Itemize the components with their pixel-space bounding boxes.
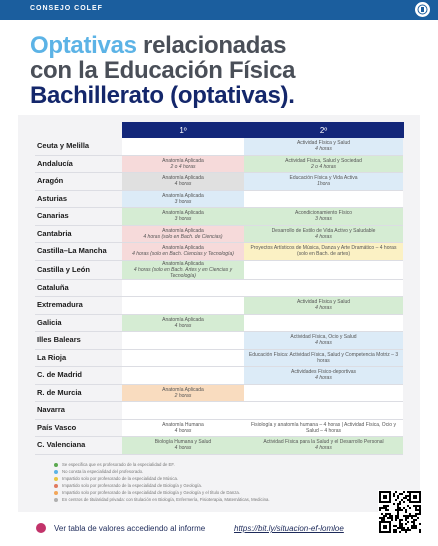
region-cell: Asturias	[35, 190, 122, 208]
region-cell: C. de Madrid	[35, 367, 122, 385]
top-bar	[0, 0, 438, 20]
table-row	[35, 138, 403, 156]
subject-name: Fisiología y anatomía humana – 4 horas | Actividad Física, Ocio y Salud – 4 horas	[251, 421, 396, 434]
legend-text: En centros de titularidad privada: con titulación en Biología, Enfermería, Fisioterapia, Matemáticas, Medicina.	[62, 497, 270, 502]
table-row	[35, 155, 403, 173]
course-1-cell	[122, 279, 244, 297]
course-2-cell	[244, 402, 403, 420]
course-2-cell	[244, 225, 403, 243]
subject-hours: 4 horas	[315, 340, 332, 347]
legend-dot-icon	[54, 498, 58, 502]
region-cell: La Rioja	[35, 349, 122, 367]
subject-name: Anatomía Aplicada	[162, 175, 204, 182]
course-1-cell	[122, 419, 244, 437]
region-cell: Canarias	[35, 208, 122, 226]
subject-name: Educación Física: Actividad Física, Salud y Competencia Motriz – 3 horas	[248, 351, 399, 364]
subject-hours: 4 horas	[315, 146, 332, 153]
course-2-cell	[244, 138, 403, 156]
legend-dot-icon	[54, 491, 58, 495]
subject-hours: 2 o 4 horas	[310, 163, 337, 170]
table-row	[35, 208, 403, 226]
course-1-cell	[122, 384, 244, 402]
course-1-cell	[122, 225, 244, 243]
subject-name: Anatomía Aplicada	[162, 157, 204, 164]
title-line-1	[30, 33, 295, 58]
course-1-cell	[122, 260, 244, 279]
region-cell: Illes Balears	[35, 332, 122, 350]
region-cell: País Vasco	[35, 419, 122, 437]
subject-name: Acondicionamiento Físico	[295, 210, 352, 217]
brand-label: CONSEJO COLEF	[30, 5, 103, 12]
table-row	[35, 225, 403, 243]
header-blank	[35, 123, 122, 138]
subject-hours: 4 horas	[315, 305, 332, 312]
region-cell: Castilla y León	[35, 260, 122, 279]
course-2-cell	[244, 243, 403, 261]
region-cell: Castilla–La Mancha	[35, 243, 122, 261]
table-row	[35, 297, 403, 315]
table-header-row	[35, 123, 403, 138]
subject-name: Anatomía Aplicada	[162, 245, 204, 252]
legend-text: Se especifica que es profesorado de la especialidad de EF.	[62, 462, 175, 467]
subject-hours: 4 horas	[315, 445, 332, 452]
subject-hours: 3 horas	[315, 216, 332, 223]
legend-text: Impartido solo por profesorado de la especialidad de Música.	[62, 476, 179, 481]
course-2-cell	[244, 279, 403, 297]
table-row	[35, 243, 403, 261]
table-row	[35, 279, 403, 297]
optativas-table	[35, 122, 404, 455]
table-row	[35, 190, 403, 208]
course-1-cell	[122, 297, 244, 315]
subject-name: Anatomía Aplicada	[162, 192, 204, 199]
course-2-cell	[244, 155, 403, 173]
subject-hours: 4 horas	[174, 427, 192, 434]
subject-name: Actividad Física y Salud	[296, 140, 351, 147]
legend-item	[54, 482, 270, 489]
legend-dot-icon	[54, 463, 58, 467]
table-row	[35, 419, 403, 437]
legend-item	[54, 468, 270, 475]
subject-name: Biología Humana y Salud	[154, 439, 212, 446]
subject-hours: 4 horas	[174, 322, 192, 329]
course-2-cell	[244, 173, 403, 191]
legend-text: Impartido solo por profesorado de la especialidad de Biología y Geología.	[62, 483, 202, 488]
course-2-cell	[244, 332, 403, 350]
title-line-3: Bachillerato (optativas).	[30, 82, 295, 109]
legend-dot-icon	[54, 470, 58, 474]
region-cell: Cataluña	[35, 279, 122, 297]
course-2-cell	[244, 384, 403, 402]
course-1-cell	[122, 314, 244, 332]
subject-hours: 2 horas	[174, 392, 192, 399]
region-cell: Andalucía	[35, 155, 122, 173]
course-1-cell	[122, 155, 244, 173]
table-row	[35, 173, 403, 191]
subject-hours: 4 horas	[174, 181, 192, 188]
region-cell: Ceuta y Melilla	[35, 138, 122, 156]
course-1-cell	[122, 138, 244, 156]
table-row	[35, 314, 403, 332]
subject-name: Anatomía Aplicada	[162, 260, 204, 267]
subject-name: Anatomía Aplicada	[162, 227, 204, 234]
subject-name: Actividad Física y Salud	[296, 299, 351, 306]
title-line-2: con la Educación Física	[30, 57, 296, 84]
subject-name: Anatomía Aplicada	[162, 386, 204, 393]
table-row	[35, 367, 403, 385]
subject-hours: 4 horas (solo en Bach. Artes y en Ciencias y Tecnología)	[133, 266, 233, 279]
course-2-cell	[244, 367, 403, 385]
course-2-cell	[244, 190, 403, 208]
legend-item	[54, 461, 270, 468]
course-1-cell	[122, 190, 244, 208]
subject-hours: 4 horas	[174, 445, 192, 452]
subject-name: Anatomía Humana	[162, 421, 204, 428]
title-accent: Optativas	[30, 32, 137, 59]
legend-text: Impartido solo por profesorado de la especialidad de Biología y Geología y el título de Danza.	[62, 490, 240, 495]
course-1-cell	[122, 367, 244, 385]
link-icon	[36, 523, 46, 533]
course-2-cell	[244, 437, 403, 455]
course-1-cell	[122, 173, 244, 191]
region-cell: Extremadura	[35, 297, 122, 315]
colef-logo-icon	[415, 2, 430, 17]
region-cell: Cantabria	[35, 225, 122, 243]
region-cell: C. Valenciana	[35, 437, 122, 455]
region-cell: R. de Murcia	[35, 384, 122, 402]
course-1-cell	[122, 349, 244, 367]
subject-name: Proyectos Artísticos de Música, Danza y Arte Dramático – 4 horas (solo en Bach. de artes)	[250, 245, 397, 258]
region-cell: Galicia	[35, 314, 122, 332]
region-cell: Navarra	[35, 402, 122, 420]
subject-name: Actividad Física, Salud y Sociedad	[285, 157, 362, 164]
legend-dot-icon	[54, 484, 58, 488]
header-col-1: 1º	[122, 123, 244, 138]
legend-item	[54, 496, 270, 503]
subject-name: Anatomía Aplicada	[162, 316, 204, 323]
title-line-1-rest: relacionadas	[136, 32, 287, 59]
course-1-cell	[122, 208, 244, 226]
subject-name: Educación Física y Vida Activa	[289, 175, 358, 182]
subject-name: Actividades Físico-deportivas	[290, 369, 357, 376]
table-row	[35, 437, 403, 455]
course-2-cell	[244, 208, 403, 226]
legend-text: No consta la especialidad del profesorado.	[62, 469, 144, 474]
course-2-cell	[244, 314, 403, 332]
course-2-cell	[244, 419, 403, 437]
course-2-cell	[244, 349, 403, 367]
table-row	[35, 332, 403, 350]
subject-name: Actividad Física, Ocio y Salud	[290, 334, 357, 341]
course-2-cell	[244, 297, 403, 315]
table-row	[35, 384, 403, 402]
subject-hours: 2 o 4 horas	[170, 163, 196, 170]
header-col-2: 2º	[244, 123, 403, 138]
course-1-cell	[122, 332, 244, 350]
subject-name: Anatomía Aplicada	[162, 210, 204, 217]
report-link[interactable]: https://bit.ly/situacion-ef-lomloe	[234, 524, 344, 533]
subject-hours: 4 horas (solo en Bach. de Ciencias)	[143, 233, 223, 240]
course-1-cell	[122, 402, 244, 420]
legend-item	[54, 489, 270, 496]
region-cell: Aragón	[35, 173, 122, 191]
subject-name: Desarrollo de Estilo de Vida Activo y Saludable	[271, 227, 376, 234]
title-block	[30, 33, 295, 108]
subject-hours: 4 horas	[315, 375, 332, 382]
legend-item	[54, 475, 270, 482]
legend	[54, 461, 270, 503]
footer-text: Ver tabla de valores accediendo al informe	[54, 524, 206, 533]
qr-code-icon[interactable]	[378, 490, 422, 534]
table-row	[35, 349, 403, 367]
subject-hours: 4 horas	[315, 233, 332, 240]
subject-hours: 4 horas (solo en Bach. Ciencias y Tecnología)	[132, 251, 234, 258]
legend-dot-icon	[54, 477, 58, 481]
table-row	[35, 260, 403, 279]
course-1-cell	[122, 437, 244, 455]
subject-hours: 1hora	[317, 181, 330, 188]
course-2-cell	[244, 260, 403, 279]
subject-hours: 3 horas	[174, 216, 192, 223]
table-row	[35, 402, 403, 420]
subject-name: Actividad Física para la Salud y el Desarrollo Personal	[263, 439, 384, 446]
subject-hours: 3 horas	[174, 198, 192, 205]
course-1-cell	[122, 243, 244, 261]
